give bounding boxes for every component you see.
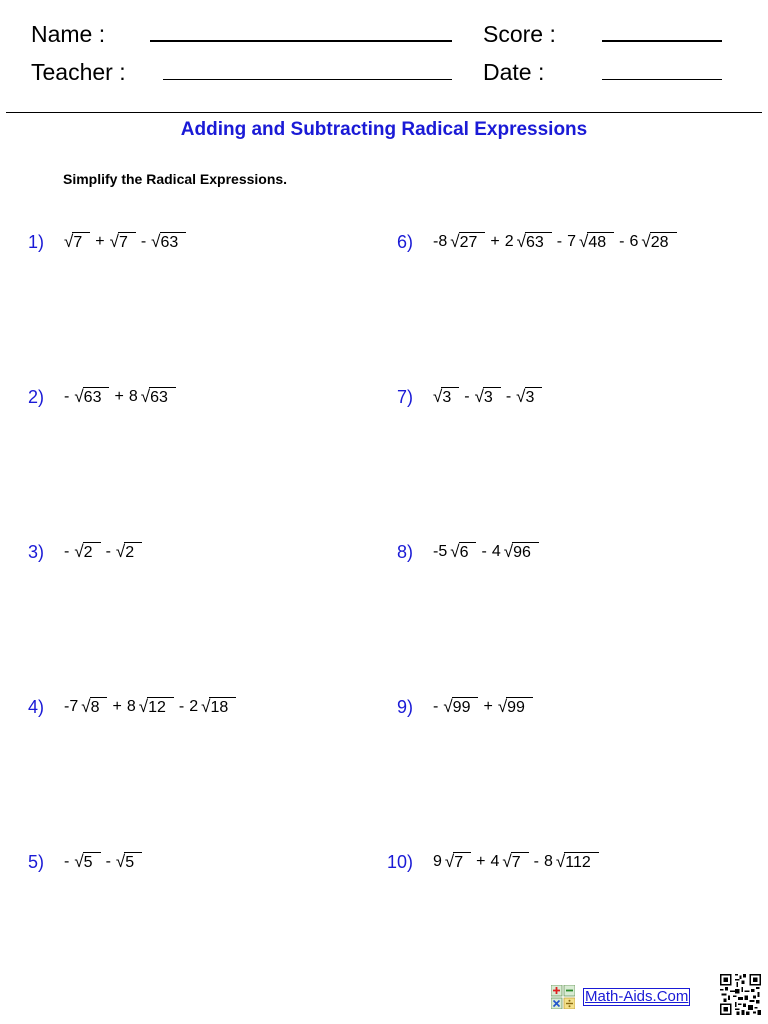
radicand: 63: [525, 232, 552, 252]
term-operator: +: [483, 698, 493, 715]
term-coefficient: 8: [126, 698, 136, 715]
problem-3: [20, 532, 142, 562]
radical-sign: √: [64, 232, 74, 251]
radical-sign: √: [516, 387, 526, 406]
problem-number: 1): [27, 232, 44, 252]
radical-term: [483, 697, 532, 717]
radical: [516, 387, 542, 407]
radical: [74, 387, 109, 407]
radical: [450, 542, 476, 562]
radicand: 3: [441, 387, 459, 407]
radical-term: [557, 232, 614, 252]
problem-number: 5): [27, 852, 44, 872]
teacher-label: Teacher :: [31, 59, 126, 85]
term-operator: -: [64, 543, 70, 560]
radicand: 5: [124, 852, 142, 872]
problem-7: [385, 377, 542, 407]
term-operator: -: [105, 853, 111, 870]
radical: [74, 542, 100, 562]
radicand: 96: [512, 542, 539, 562]
problem-8: [385, 532, 539, 562]
radical-sign: √: [151, 232, 161, 251]
worksheet-title: Adding and Subtracting Radical Expressions: [180, 119, 588, 140]
radical-sign: √: [74, 542, 84, 561]
radicand: 7: [453, 852, 471, 872]
radicand: 2: [124, 542, 142, 562]
problem-expression: [433, 542, 539, 562]
radical-sign: √: [555, 852, 566, 871]
radical-sign: √: [497, 697, 508, 716]
name-field[interactable]: [150, 40, 452, 42]
problem-5: [20, 842, 142, 872]
term-operator: -: [433, 698, 439, 715]
radical: [502, 852, 528, 872]
problem-10: [385, 842, 599, 872]
problem-expression: [433, 232, 677, 252]
radical: [151, 232, 186, 252]
problem-expression: [64, 542, 142, 562]
radical-term: [141, 232, 186, 252]
radicand: 7: [72, 232, 90, 252]
radical-sign: √: [74, 387, 84, 406]
radical-sign: √: [579, 232, 589, 251]
radical: [556, 852, 599, 872]
problem-number: 10): [386, 852, 413, 872]
radical: [443, 697, 478, 717]
problem-number: 3): [27, 542, 44, 562]
radical-sign: √: [502, 852, 512, 871]
header-divider: [6, 112, 762, 113]
radical-term: [433, 387, 459, 407]
radical: [141, 387, 176, 407]
radical-term: [95, 232, 136, 252]
term-coefficient: -5: [433, 543, 448, 560]
term-coefficient: 9: [433, 853, 442, 870]
term-coefficient: -8: [433, 233, 448, 250]
radical-term: [433, 542, 476, 562]
radical-term: [433, 852, 471, 872]
term-operator: -: [556, 233, 563, 250]
calculator-icon: [551, 985, 575, 1009]
problem-expression: [64, 387, 176, 407]
math-aids-link[interactable]: Math-Aids.Com: [585, 988, 689, 1005]
term-coefficient: 8: [128, 388, 138, 405]
term-coefficient: 2: [189, 698, 199, 715]
radical: [110, 232, 136, 252]
radicand: 7: [118, 232, 136, 252]
radicand: 63: [149, 387, 176, 407]
term-operator: -: [533, 853, 539, 870]
radicand: 8: [90, 697, 108, 717]
radical: [445, 852, 471, 872]
problem-6: [385, 222, 677, 252]
radical: [498, 697, 533, 717]
radical-term: [64, 232, 90, 252]
problem-number: 2): [27, 387, 44, 407]
radical-sign: √: [433, 387, 443, 406]
name-label: Name :: [31, 21, 106, 47]
radical: [641, 232, 676, 252]
term-operator: -: [64, 853, 70, 870]
radical-term: [64, 387, 109, 407]
qr-code-icon: [720, 974, 761, 1015]
radical: [139, 697, 174, 717]
radical: [475, 387, 501, 407]
radical-sign: √: [641, 232, 651, 251]
radical-term: [506, 387, 543, 407]
radical-sign: √: [140, 387, 151, 406]
term-operator: -: [140, 233, 147, 250]
radical-sign: √: [443, 697, 453, 716]
term-operator: -: [105, 543, 111, 560]
problem-number: 9): [396, 697, 413, 717]
radical: [64, 232, 90, 252]
radical-sign: √: [109, 232, 119, 251]
radicand: 12: [147, 697, 174, 717]
problem-number: 7): [396, 387, 413, 407]
problem-number: 6): [396, 232, 413, 252]
radical-sign: √: [115, 852, 126, 871]
radical-sign: √: [474, 387, 484, 406]
radicand: 63: [160, 232, 187, 252]
radical-sign: √: [444, 852, 455, 871]
problem-expression: [433, 697, 533, 717]
radical: [116, 852, 142, 872]
radical-term: [433, 232, 485, 252]
radical-sign: √: [115, 542, 126, 561]
problem-number: 8): [396, 542, 413, 562]
radicand: 3: [525, 387, 543, 407]
radical-term: [433, 697, 478, 717]
radical: [450, 232, 485, 252]
radical: [74, 852, 100, 872]
problem-number: 4): [27, 697, 44, 717]
radical-term: [481, 542, 538, 562]
problem-1: [20, 222, 186, 252]
term-coefficient: -7: [64, 698, 79, 715]
radical-term: [114, 387, 175, 407]
term-operator: -: [619, 233, 625, 250]
term-operator: -: [464, 388, 470, 405]
date-label: Date :: [483, 59, 545, 85]
radical: [116, 542, 142, 562]
problem-2: [20, 377, 176, 407]
radical-sign: √: [201, 697, 211, 716]
radical-term: [106, 542, 143, 562]
term-operator: +: [114, 388, 124, 405]
radical-sign: √: [450, 542, 460, 561]
radical-term: [64, 852, 101, 872]
radical-term: [534, 852, 599, 872]
radical-sign: √: [516, 232, 526, 251]
radicand: 48: [587, 232, 614, 252]
term-operator: +: [95, 233, 105, 250]
radicand: 3: [483, 387, 501, 407]
term-operator: -: [64, 388, 70, 405]
radical: [433, 387, 459, 407]
radical-term: [490, 232, 551, 252]
term-operator: +: [112, 698, 122, 715]
term-operator: -: [481, 543, 487, 560]
problem-expression: [64, 852, 142, 872]
radicand: 27: [459, 232, 486, 252]
radical-term: [64, 697, 107, 717]
radicand: 112: [564, 852, 599, 872]
radical-term: [619, 232, 676, 252]
radicand: 2: [83, 542, 101, 562]
term-operator: +: [490, 233, 500, 250]
radical: [81, 697, 107, 717]
radical-sign: √: [503, 542, 514, 561]
instructions: Simplify the Radical Expressions.: [63, 171, 288, 187]
term-operator: +: [476, 853, 486, 870]
radicand: 7: [511, 852, 529, 872]
term-operator: -: [505, 388, 512, 405]
term-coefficient: 2: [504, 233, 514, 250]
term-coefficient: 6: [629, 233, 639, 250]
radicand: 28: [650, 232, 677, 252]
radical: [201, 697, 236, 717]
radical-sign: √: [450, 232, 460, 251]
radicand: 5: [83, 852, 101, 872]
radical: [517, 232, 552, 252]
radical-sign: √: [138, 697, 149, 716]
radicand: 18: [209, 697, 236, 717]
score-label: Score :: [483, 21, 556, 47]
radicand: 99: [506, 697, 533, 717]
problem-expression: [433, 852, 599, 872]
teacher-field[interactable]: [163, 79, 452, 80]
radical: [579, 232, 614, 252]
radical-term: [179, 697, 236, 717]
problem-expression: [64, 697, 236, 717]
radicand: 99: [452, 697, 479, 717]
term-coefficient: 4: [491, 543, 501, 560]
radical: [504, 542, 539, 562]
radical-term: [64, 542, 101, 562]
radicand: 63: [83, 387, 110, 407]
problem-4: [20, 687, 236, 717]
problem-expression: [64, 232, 186, 252]
problem-9: [385, 687, 533, 717]
radicand: 6: [459, 542, 477, 562]
score-field[interactable]: [602, 40, 722, 42]
radical-sign: √: [74, 852, 84, 871]
term-coefficient: 8: [543, 853, 553, 870]
radical-term: [476, 852, 529, 872]
radical-sign: √: [81, 697, 91, 716]
term-coefficient: 7: [567, 233, 576, 250]
radical-term: [106, 852, 143, 872]
term-operator: -: [178, 698, 185, 715]
radical-term: [112, 697, 173, 717]
date-field[interactable]: [602, 79, 722, 80]
term-coefficient: 4: [490, 853, 500, 870]
radical-term: [464, 387, 501, 407]
problem-expression: [433, 387, 542, 407]
